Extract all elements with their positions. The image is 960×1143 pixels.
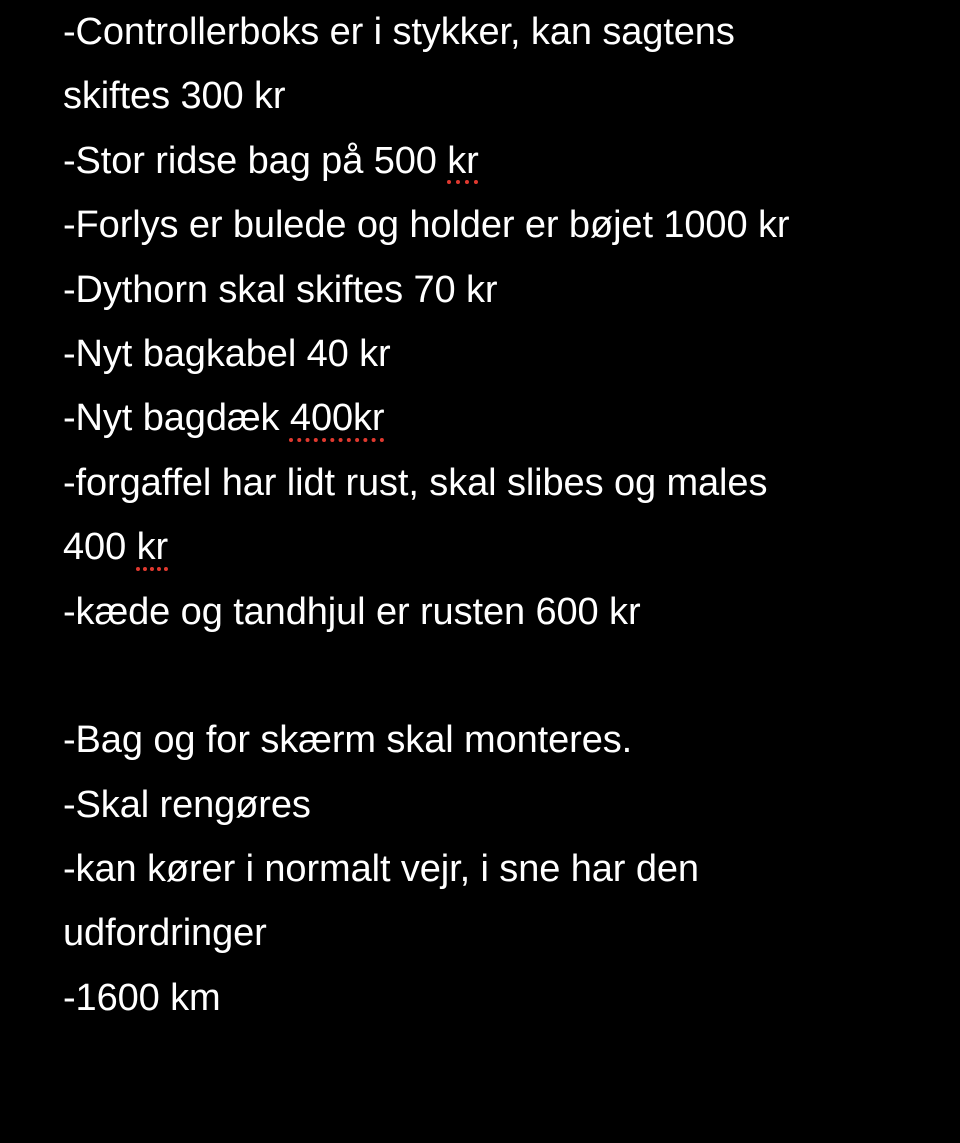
note-line-1: -Controllerboks er i stykker, kan sagtens: [63, 11, 735, 53]
note-line-9: [63, 515, 943, 579]
misspelled-word[interactable]: kr: [447, 139, 479, 182]
note-text-area[interactable]: [63, 0, 943, 1030]
note-line-7: [63, 386, 943, 450]
note-line-7-text: -Nyt bagdæk: [63, 397, 290, 440]
note-line-2: skiftes 300 kr: [63, 75, 286, 118]
note-line-5: -Dythorn skal skiftes 70 kr: [63, 268, 498, 311]
note-line-blank: [63, 644, 943, 708]
note-line-13: -Skal rengøres: [63, 783, 311, 826]
note-line-15: udfordringer: [63, 912, 267, 955]
note-line-9-text: 400: [63, 526, 137, 569]
misspelled-word[interactable]: 400kr: [289, 397, 385, 440]
note-line-6: -Nyt bagkabel 40 kr: [63, 332, 391, 375]
note-line-14: -kan kører i normalt vejr, i sne har den: [63, 848, 699, 891]
note-line-3: [63, 129, 943, 193]
misspelled-word[interactable]: kr: [136, 526, 169, 569]
note-line-12: -Bag og for skærm skal monteres.: [63, 719, 633, 762]
note-line-3-text: -Stor ridse bag på 500: [63, 139, 448, 182]
note-line-10: -kæde og tandhjul er rusten 600 kr: [63, 590, 641, 633]
note-line-16: -1600 km: [63, 976, 221, 1019]
note-line-4: -Forlys er bulede og holder er bøjet 1000 kr: [63, 204, 790, 247]
note-line-8: -forgaffel har lidt rust, skal slibes og males: [63, 461, 768, 504]
